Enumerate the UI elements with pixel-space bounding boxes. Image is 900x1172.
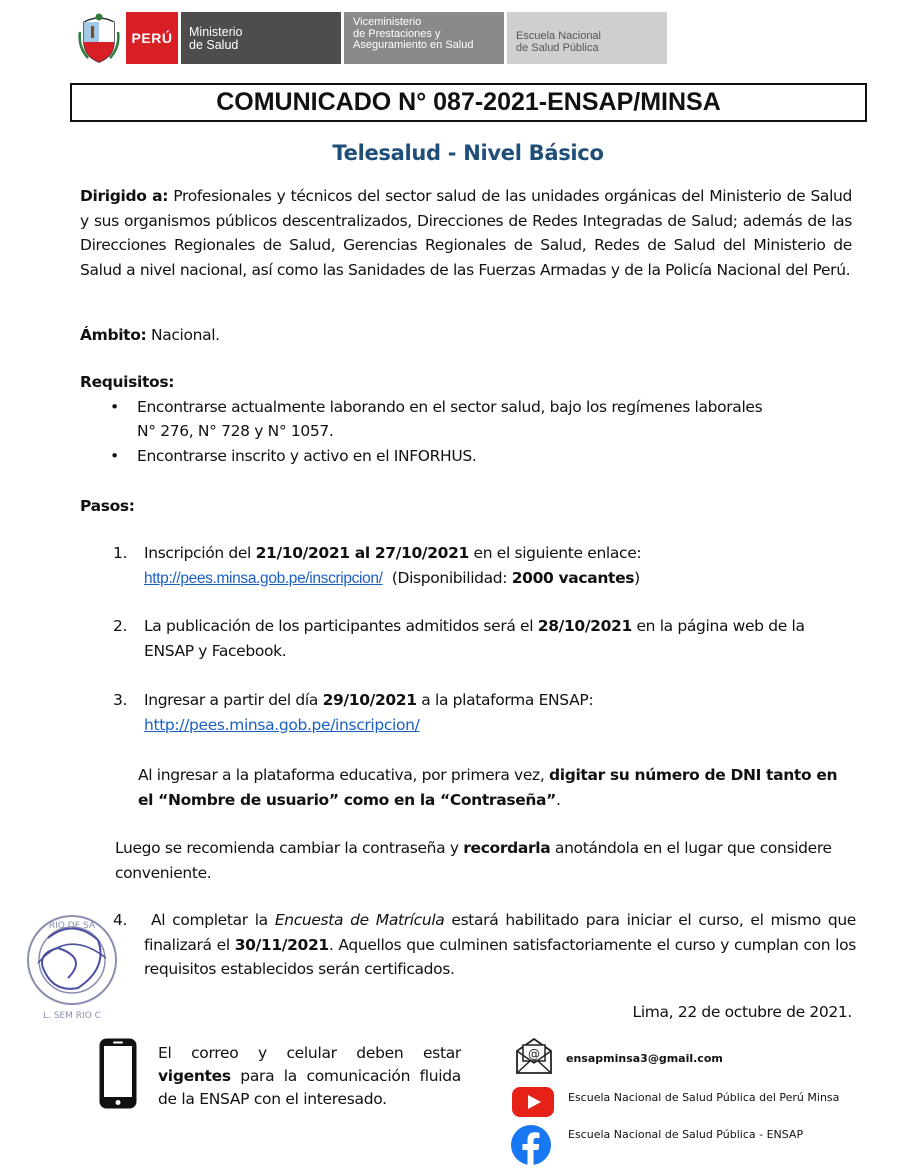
svg-text:RIO DE SA: RIO DE SA bbox=[48, 921, 96, 931]
dirigido-paragraph: Dirigido a: Profesionales y técnicos del sector salud de las unidades orgánicas del Ministerio de Salud y sus organismos públicos descentralizados, Direcciones de Redes Integradas de Salud; además de las Direcciones Regionales de Salud, Gerencias Regionales de Salud, Redes de Salud del Ministerio de Salud a nivel nacional, así como las Sanidades de las Fuerzas Armadas y de la Policía Nacional del Perú. bbox=[80, 187, 852, 279]
list-item: • Encontrarse inscrito y activo en el INFORHUS. bbox=[80, 444, 800, 469]
dni-note: Al ingresar a la plataforma educativa, por primera vez, digitar su número de DNI tanto en el “Nombre de usuario” como en la “Contraseña”. bbox=[138, 766, 838, 809]
pasos-heading: Pasos: bbox=[80, 497, 135, 515]
coat-of-arms-icon bbox=[78, 12, 120, 64]
inscripcion-link[interactable]: http://pees.minsa.gob.pe/inscripcion/ bbox=[144, 569, 383, 587]
phone-icon bbox=[98, 1037, 138, 1110]
ministerio-logo: Ministerio de Salud bbox=[181, 12, 341, 64]
escuela-label: Escuela Nacional de Salud Pública bbox=[507, 12, 667, 64]
requisitos-heading: Requisitos: bbox=[80, 373, 175, 391]
svg-text:@: @ bbox=[528, 1047, 540, 1061]
youtube-channel[interactable]: Escuela Nacional de Salud Pública del Perú Minsa bbox=[568, 1091, 840, 1104]
email-icon bbox=[514, 1037, 554, 1075]
svg-text:L. SEM RIO C: L. SEM RIO C bbox=[43, 1011, 101, 1020]
requisitos-section bbox=[80, 370, 852, 468]
facebook-icon[interactable] bbox=[510, 1124, 552, 1166]
document-title: COMUNICADO N° 087-2021-ENSAP/MINSA bbox=[70, 83, 867, 122]
document-subtitle: Telesalud - Nivel Básico bbox=[332, 141, 604, 165]
contact-note: El correo y celular deben estar vigentes para la comunicación fluida de la ENSAP con el interesado. bbox=[158, 1044, 461, 1108]
ambito-paragraph: Ámbito: Nacional. bbox=[80, 326, 220, 344]
youtube-icon[interactable] bbox=[511, 1086, 555, 1118]
fecha: Lima, 22 de octubre de 2021. bbox=[632, 1003, 852, 1021]
list-item: • Encontrarse actualmente laborando en el sector salud, bajo los regímenes laborales N° 276, N° 728 y N° 1057. bbox=[80, 395, 800, 444]
viceministerio-label: Viceministerio de Prestaciones y Aseguramiento en Salud bbox=[344, 12, 504, 64]
header bbox=[78, 12, 667, 64]
peru-logo: PERÚ bbox=[126, 12, 178, 64]
email-address[interactable]: ensapminsa3@gmail.com bbox=[566, 1052, 723, 1065]
luego-paragraph: Luego se recomienda cambiar la contraseña y recordarla anotándola en el lugar que considere conveniente. bbox=[115, 839, 832, 882]
plataforma-link[interactable]: http://pees.minsa.gob.pe/inscripcion/ bbox=[144, 715, 420, 734]
facebook-page[interactable]: Escuela Nacional de Salud Pública - ENSAP bbox=[568, 1128, 804, 1141]
